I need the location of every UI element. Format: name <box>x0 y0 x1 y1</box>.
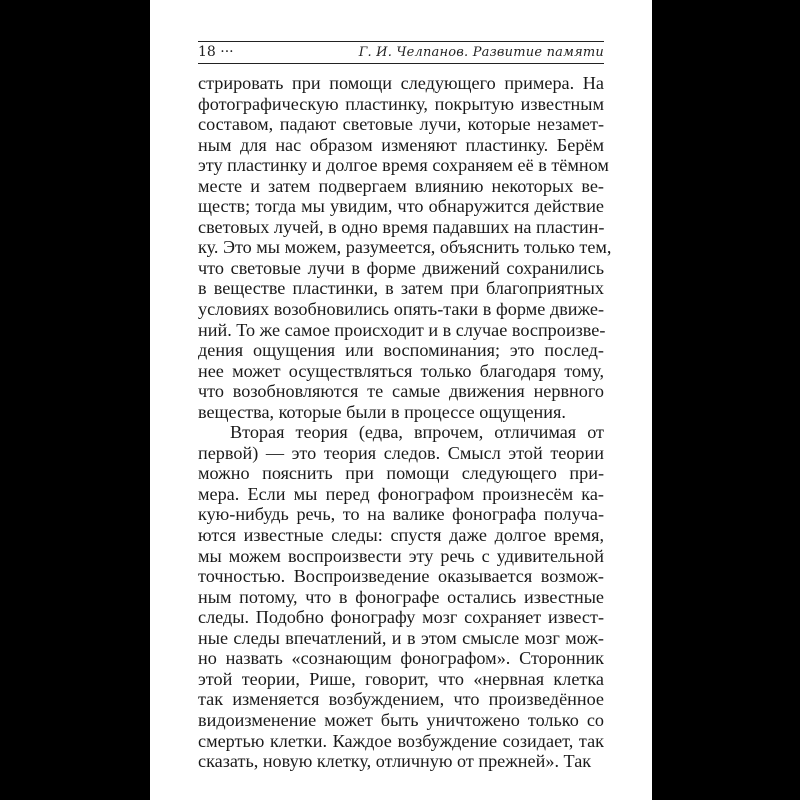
book-page <box>150 0 652 800</box>
text-line: Вторая теория (едва, впрочем, отличимая от <box>230 422 604 443</box>
text-line: этой теории, Рише, говорит, что «нервная клетка <box>198 668 604 689</box>
running-header <box>198 41 604 64</box>
text-line: световых лучей, в одно время падавших на пластин- <box>198 216 605 237</box>
text-line: эту пластинку и долгое время сохраняем её в тёмном <box>198 155 609 176</box>
text-line: дения ощущения или воспоминания; это послед- <box>198 340 604 361</box>
text-line: ний. То же самое происходит и в случае воспроизве- <box>198 319 606 340</box>
text-line: ные следы впечатлений, и в этом смысле мозг мож- <box>198 627 604 648</box>
text-line: что возобновляются те самые движения нервного <box>198 381 604 402</box>
text-line: смертью клетки. Каждое возбуждение созидает, так <box>198 730 604 751</box>
text-line: мера. Если мы перед фонографом произнесём ка- <box>198 483 604 504</box>
text-line: ным для нас образом изменяют пластинку. Берём <box>198 134 604 155</box>
text-line: кую-нибудь речь, то на валике фонографа получа- <box>198 504 604 525</box>
running-title: Г. И. Челпанов. Развитие памяти <box>358 45 604 60</box>
text-line: ным потому, что в фонографе остались известные <box>198 586 604 607</box>
text-line: нее может осуществляться только благодаря тому, <box>198 360 604 381</box>
text-line: что световые лучи в форме движений сохранились <box>198 257 604 278</box>
text-line: мы можем воспроизвести эту речь с удивительной <box>198 545 604 566</box>
text-line: месте и затем подвергаем влиянию некоторых ве- <box>198 175 604 196</box>
text-line: стрировать при помощи следующего примера. На <box>198 73 604 93</box>
body-text <box>198 73 612 772</box>
text-line: сказать, новую клетку, отличную от прежней». Так <box>198 751 592 772</box>
text-line: следы. Подобно фонографу мозг сохраняет извест- <box>198 607 604 628</box>
text-line: точностью. Воспроизведение оказывается возмож- <box>198 566 604 587</box>
text-line: так изменяется возбуждением, что произведённое <box>198 689 604 710</box>
text-line: ку. Это мы можем, разумеется, объяснить только тем, <box>198 237 612 258</box>
text-line: первой) — это теория следов. Смысл этой теории <box>198 442 604 463</box>
text-line: условиях возобновились опять-таки в форме движе- <box>198 299 604 320</box>
text-line: в веществе пластинки, в затем при благоприятных <box>198 278 604 299</box>
text-line: фотографическую пластинку, покрытую известным <box>198 93 604 114</box>
text-line: ются известные следы: спустя даже долгое время, <box>198 525 604 546</box>
text-line: составом, падают световые лучи, которые незамет- <box>198 114 604 135</box>
text-line: ществ; тогда мы увидим, что обнаружится действие <box>198 196 604 217</box>
text-line: видоизменение может быть уничтожено только со <box>198 709 604 730</box>
text-line: вещества, которые были в процессе ощущения. <box>198 401 566 422</box>
page-number: 18 ··· <box>198 44 234 60</box>
text-line: но назвать «сознающим фонографом». Сторонник <box>198 648 604 669</box>
text-line: можно пояснить при помощи следующего при- <box>198 463 604 484</box>
